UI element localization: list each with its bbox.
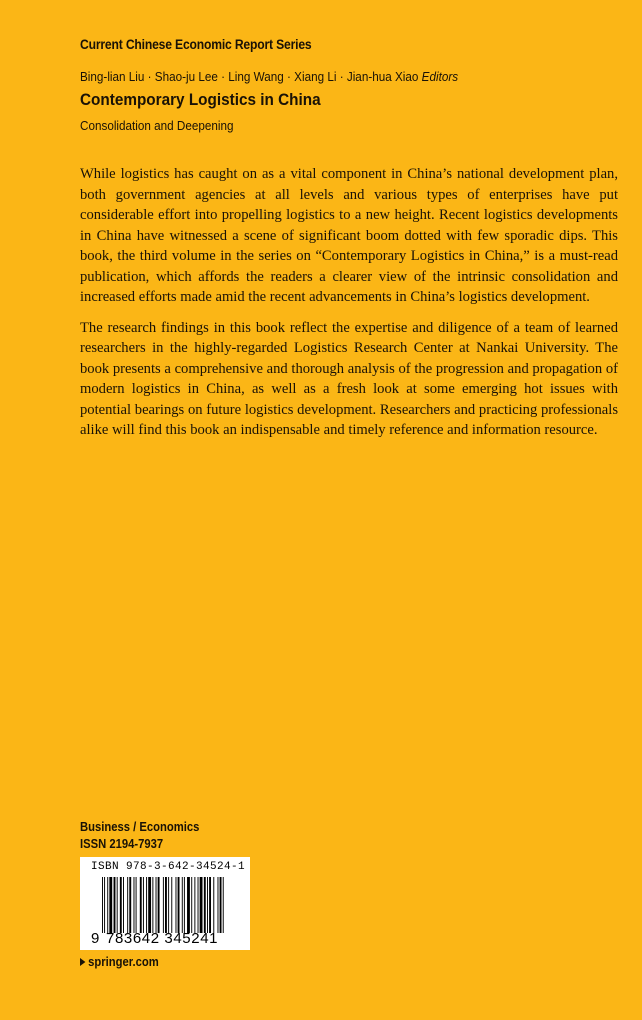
barcode-bar [207,877,208,933]
barcode-bar [158,877,160,933]
barcode [80,857,250,950]
barcode-bar [200,877,203,933]
barcode-bar [171,877,172,933]
series-title: Current Chinese Economic Report Series [80,37,312,52]
barcode-bar [129,877,131,933]
barcode-bar [109,877,112,933]
blurb-paragraph: The research findings in this book reflect the expertise and diligence of a team of learned researchers in the highly-regarded Logistics Research Center at Nankai University. The book presents a comprehensive and thorough analysis of the progression and propagation of modern logistics in China, as well as a fresh look at some emerging hot issues with potential bearings on future logistics development. Researchers and practicing professionals alike will find this book an indispensable and timely reference and information resource. [80,319,618,438]
barcode-bar [191,877,192,933]
barcode-bar [198,877,199,933]
publisher-link-text[interactable]: springer.com [88,955,159,969]
barcode-bar [184,877,185,933]
ean-first-digit: 9 [91,930,100,947]
triangle-right-icon [80,958,85,966]
barcode-bar [127,877,128,933]
barcode-bar [104,877,105,933]
barcode-bar [176,877,177,933]
barcode-bar [148,877,151,933]
barcode-bar [143,877,144,933]
issn-number: ISSN 2194-7937 [80,837,164,851]
barcode-bar [152,877,153,933]
subject-category: Business / Economics [80,820,200,834]
barcode-bar [114,877,116,933]
barcode-bar [182,877,183,933]
ean-digits: 783642 345241 [106,930,219,947]
barcode-bar [117,877,118,933]
barcode-bar [165,877,167,933]
barcode-bar [136,877,137,933]
barcode-bar [194,877,195,933]
barcode-bar [209,877,211,933]
barcode-bar [107,877,108,933]
editors-role: Editors [421,69,459,84]
editors-line [80,69,458,84]
barcode-bar [223,877,224,933]
barcode-bar [123,877,124,933]
barcode-bar [187,877,190,933]
barcode-bar [120,877,122,933]
barcode-bar [102,877,103,933]
barcode-bar [156,877,157,933]
blurb-text [80,164,618,451]
barcode-bar [140,877,142,933]
barcode-bar [220,877,222,933]
isbn-number: ISBN 978-3-642-34524-1 [91,861,246,873]
publisher-link[interactable] [80,955,159,969]
barcode-bar [163,877,164,933]
barcode-bars [102,877,242,933]
blurb-paragraph: While logistics has caught on as a vital component in China’s national development plan, both government agencies at all levels and various types of enterprises have put considerable effort into propelling logistics to a new height. Recent logistics developments in China have witnessed a scene of significant boom dotted with few sporadic dips. This book, the third volume in the series on “Contemporary Logistics in China,” is a must-read publication, which affords the readers a clearer view of the intrinsic consolidation and increased efforts made amid the recent advancements in China’s logistics development. [80,166,618,305]
barcode-bar [218,877,219,933]
editors-names: Bing-lian Liu · Shao-ju Lee · Ling Wang · Xiang Li · Jian-hua Xiao [80,69,419,84]
barcode-bar [146,877,147,933]
book-title: Contemporary Logistics in China [80,90,321,109]
barcode-bar [168,877,169,933]
book-subtitle: Consolidation and Deepening [80,118,234,133]
barcode-bar [178,877,180,933]
barcode-bar [213,877,214,933]
barcode-bar [204,877,206,933]
barcode-bar [134,877,135,933]
